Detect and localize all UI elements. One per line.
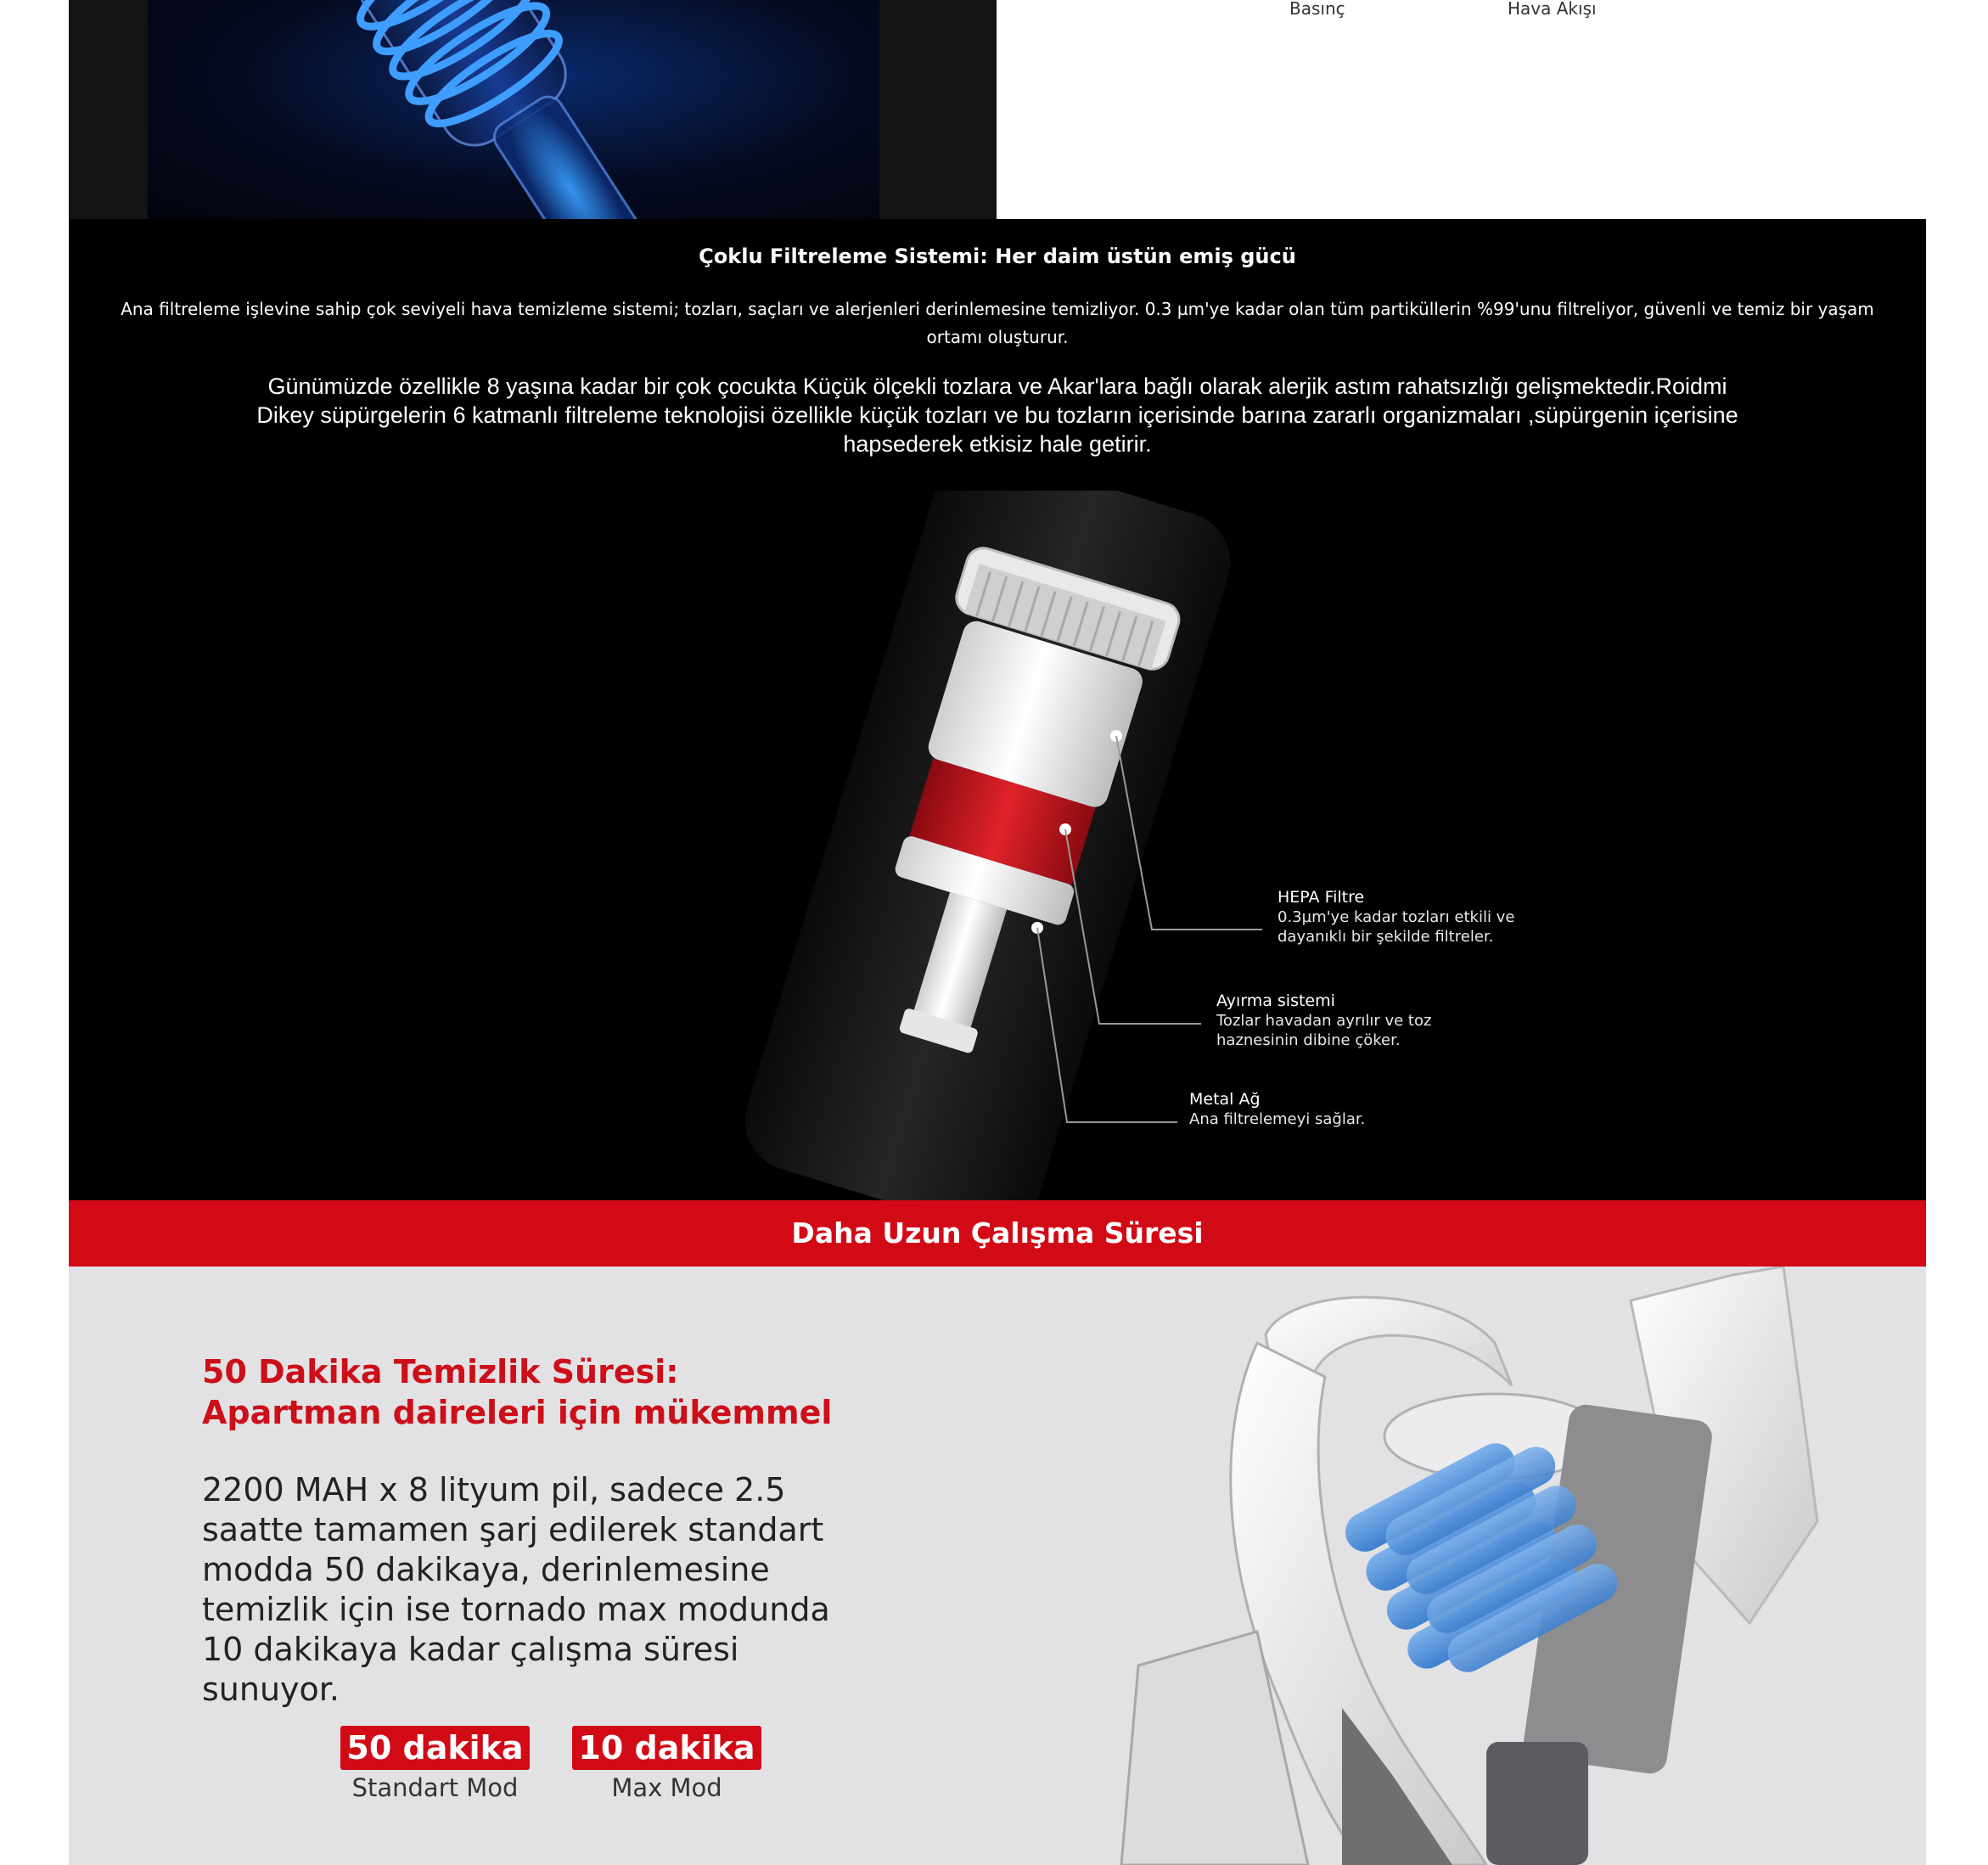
- filtration-note: Günümüzde özellikle 8 yaşına kadar bir çok çocukta Küçük ölçekli tozlara ve Akar'lara bağlı olarak alerjik astım rahatsızlığı gelişmektedir.Roidmi Dikey süpürgelerin 6 katmanlı filtreleme teknolojisi özellikle küçük tozları ve bu tozların içerisinde barına zararlı organizmaları ,süpürgenin içerisine hapsederek etkisiz hale getirir.: [256, 374, 1738, 457]
- battery-section: [69, 1267, 1926, 1865]
- max-mode-label: Max Mod: [611, 1773, 722, 1802]
- battery-description: 2200 MAH x 8 lityum pil, sadece 2.5 saatte tamamen şarj edilerek standart modda 50 dakikaya, derinlemesine temizlik için ise tornado max modunda 10 dakikaya kadar çalışma süresi sunuyor.: [202, 1471, 830, 1708]
- callout-metal-mesh-title: Metal Ağ: [1189, 1090, 1261, 1109]
- battery-heading-line2: Apartman daireleri için mükemmel: [202, 1394, 833, 1431]
- runtime-banner-title: Daha Uzun Çalışma Süresi: [791, 1216, 1204, 1250]
- filtration-section: [69, 219, 1926, 1200]
- callout-hepa: [1278, 888, 1514, 947]
- filter-exploded-illustration: [69, 491, 1926, 1200]
- battery-exploded-illustration: [1087, 1267, 1926, 1865]
- callout-metal-mesh: [1189, 1090, 1365, 1129]
- callout-separation-line1: Tozlar havadan ayrılır ve toz: [1216, 1012, 1432, 1030]
- callout-hepa-title: HEPA Filtre: [1278, 888, 1365, 907]
- motor-illustration: [148, 0, 879, 219]
- callout-hepa-line1: 0.3µm'ye kadar tozları etkili ve: [1278, 908, 1515, 926]
- battery-heading-line1: 50 Dakika Temizlik Süresi:: [202, 1353, 679, 1390]
- callout-separation-title: Ayırma sistemi: [1216, 991, 1335, 1010]
- standard-mode-value: 50 dakika: [340, 1726, 530, 1770]
- motor-image: [148, 0, 879, 219]
- max-mode-badge: [572, 1726, 761, 1802]
- callout-metal-mesh-line1: Ana filtrelemeyi sağlar.: [1189, 1110, 1366, 1128]
- filtration-title: Çoklu Filtreleme Sistemi: Her daim üstün emiş gücü: [699, 244, 1296, 268]
- filtration-description: Ana filtreleme işlevine sahip çok seviyeli hava temizleme sistemi; tozları, saçları ve alerjenleri derinlemesine temizliyor. 0.3 µm'ye kadar olan tüm partiküllerin %99'unu filtreliyor, güvenli ve temiz bir yaşam ortamı oluşturur.: [121, 299, 1874, 347]
- standard-mode-badge: [340, 1726, 530, 1802]
- battery-heading: [202, 1351, 966, 1433]
- callout-hepa-line2: dayanıklı bir şekilde filtreler.: [1278, 928, 1494, 946]
- pressure-label: Basınç: [1289, 0, 1345, 19]
- airflow-label: Hava Akışı: [1508, 0, 1597, 19]
- suction-metrics-panel: [997, 0, 1926, 219]
- standard-mode-label: Standart Mod: [351, 1773, 519, 1802]
- max-mode-value: 10 dakika: [572, 1726, 761, 1770]
- callout-separation-line2: haznesinin dibine çöker.: [1216, 1031, 1401, 1049]
- runtime-banner: [69, 1200, 1926, 1267]
- motor-image-panel: [69, 0, 997, 219]
- callout-separation: [1216, 991, 1431, 1050]
